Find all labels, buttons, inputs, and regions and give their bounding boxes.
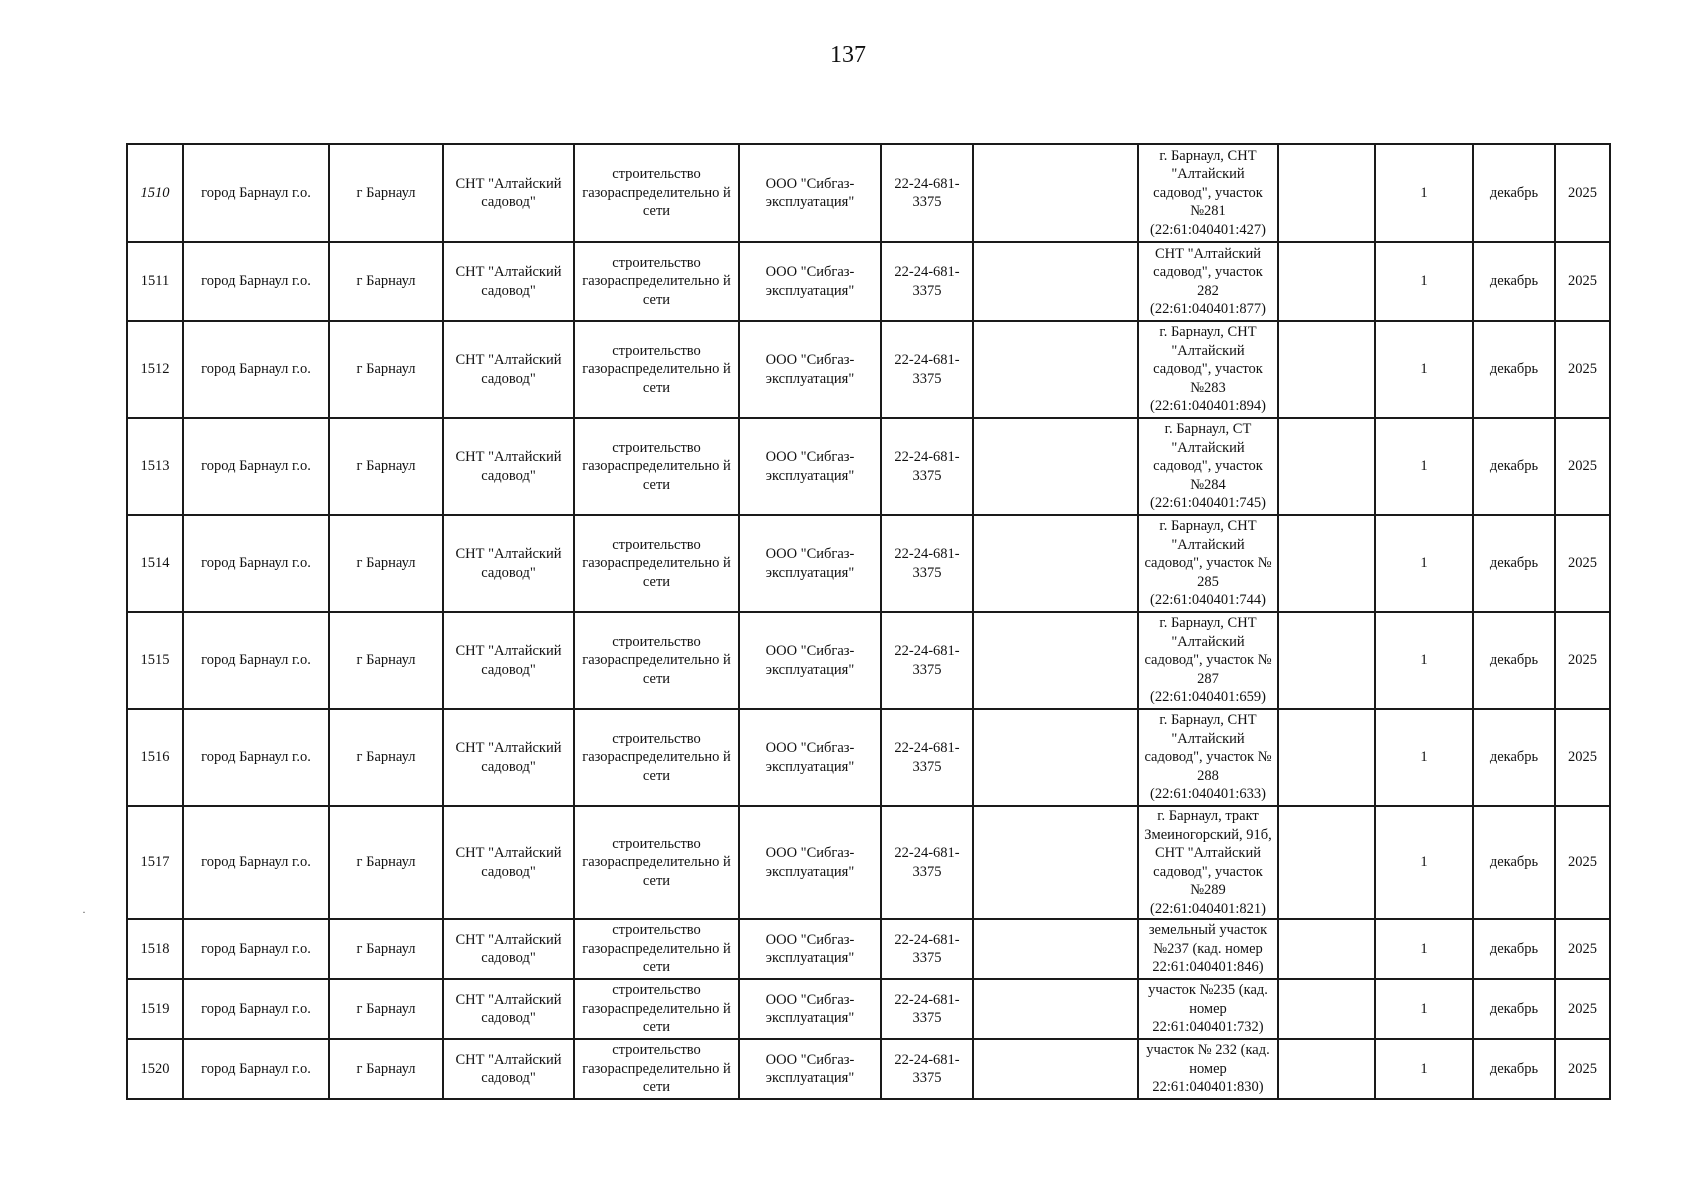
quantity-cell: 1 (1375, 242, 1473, 321)
quantity-cell: 1 (1375, 418, 1473, 515)
table-row (127, 418, 1610, 515)
empty-cell (973, 418, 1138, 515)
object-cell: СНТ "Алтайский садовод" (443, 321, 574, 418)
year-cell: 2025 (1555, 612, 1610, 709)
address-cell: г. Барнаул, СНТ "Алтайский садовод", участок №283 (22:61:040401:894) (1138, 321, 1278, 418)
registry-rows (127, 144, 1610, 1099)
empty-cell (1278, 144, 1375, 242)
row-number: 1515 (127, 612, 183, 709)
month-cell: декабрь (1473, 321, 1555, 418)
company-cell: ООО "Сибгаз-эксплуатация" (739, 919, 881, 979)
table-row (127, 612, 1610, 709)
object-cell: СНТ "Алтайский садовод" (443, 1039, 574, 1099)
row-number: 1511 (127, 242, 183, 321)
empty-cell (1278, 321, 1375, 418)
object-cell: СНТ "Алтайский садовод" (443, 515, 574, 612)
empty-cell (1278, 919, 1375, 979)
company-cell: ООО "Сибгаз-эксплуатация" (739, 612, 881, 709)
address-cell: г. Барнаул, СНТ "Алтайский садовод", участок № 287 (22:61:040401:659) (1138, 612, 1278, 709)
address-cell: г. Барнаул, СНТ "Алтайский садовод", участок №281 (22:61:040401:427) (1138, 144, 1278, 242)
object-cell: СНТ "Алтайский садовод" (443, 612, 574, 709)
address-cell: земельный участок №237 (кад. номер 22:61:040401:846) (1138, 919, 1278, 979)
settlement-cell: г Барнаул (329, 1039, 443, 1099)
table-row (127, 806, 1610, 919)
empty-cell (973, 515, 1138, 612)
row-number: 1513 (127, 418, 183, 515)
registration-number-cell: 22-24-681-3375 (881, 979, 973, 1039)
settlement-cell: г Барнаул (329, 612, 443, 709)
year-cell: 2025 (1555, 806, 1610, 919)
month-cell: декабрь (1473, 1039, 1555, 1099)
year-cell: 2025 (1555, 919, 1610, 979)
municipality-cell: город Барнаул г.о. (183, 612, 329, 709)
empty-cell (1278, 979, 1375, 1039)
month-cell: декабрь (1473, 919, 1555, 979)
row-number: 1512 (127, 321, 183, 418)
object-cell: СНТ "Алтайский садовод" (443, 709, 574, 806)
table-row (127, 979, 1610, 1039)
year-cell: 2025 (1555, 321, 1610, 418)
registration-number-cell: 22-24-681-3375 (881, 919, 973, 979)
municipality-cell: город Барнаул г.о. (183, 242, 329, 321)
company-cell: ООО "Сибгаз-эксплуатация" (739, 979, 881, 1039)
work-type-cell: строительство газораспределительно й сети (574, 612, 739, 709)
month-cell: декабрь (1473, 806, 1555, 919)
municipality-cell: город Барнаул г.о. (183, 806, 329, 919)
month-cell: декабрь (1473, 515, 1555, 612)
month-cell: декабрь (1473, 144, 1555, 242)
quantity-cell: 1 (1375, 709, 1473, 806)
settlement-cell: г Барнаул (329, 979, 443, 1039)
address-cell: г. Барнаул, СНТ "Алтайский садовод", участок № 285 (22:61:040401:744) (1138, 515, 1278, 612)
registration-number-cell: 22-24-681-3375 (881, 321, 973, 418)
settlement-cell: г Барнаул (329, 418, 443, 515)
month-cell: декабрь (1473, 418, 1555, 515)
month-cell: декабрь (1473, 612, 1555, 709)
municipality-cell: город Барнаул г.о. (183, 321, 329, 418)
object-cell: СНТ "Алтайский садовод" (443, 919, 574, 979)
company-cell: ООО "Сибгаз-эксплуатация" (739, 321, 881, 418)
object-cell: СНТ "Алтайский садовод" (443, 242, 574, 321)
empty-cell (973, 1039, 1138, 1099)
empty-cell (973, 242, 1138, 321)
company-cell: ООО "Сибгаз-эксплуатация" (739, 709, 881, 806)
work-type-cell: строительство газораспределительно й сети (574, 1039, 739, 1099)
row-number: 1517 (127, 806, 183, 919)
empty-cell (1278, 515, 1375, 612)
settlement-cell: г Барнаул (329, 806, 443, 919)
object-cell: СНТ "Алтайский садовод" (443, 144, 574, 242)
work-type-cell: строительство газораспределительно й сети (574, 919, 739, 979)
year-cell: 2025 (1555, 979, 1610, 1039)
empty-cell (1278, 242, 1375, 321)
empty-cell (973, 919, 1138, 979)
work-type-cell: строительство газораспределительно й сети (574, 242, 739, 321)
empty-cell (973, 979, 1138, 1039)
year-cell: 2025 (1555, 418, 1610, 515)
empty-cell (973, 612, 1138, 709)
municipality-cell: город Барнаул г.о. (183, 979, 329, 1039)
municipality-cell: город Барнаул г.о. (183, 709, 329, 806)
row-number: 1519 (127, 979, 183, 1039)
year-cell: 2025 (1555, 709, 1610, 806)
address-cell: участок № 232 (кад. номер 22:61:040401:830) (1138, 1039, 1278, 1099)
work-type-cell: строительство газораспределительно й сети (574, 515, 739, 612)
registration-number-cell: 22-24-681-3375 (881, 1039, 973, 1099)
empty-cell (1278, 1039, 1375, 1099)
quantity-cell: 1 (1375, 144, 1473, 242)
municipality-cell: город Барнаул г.о. (183, 515, 329, 612)
table-row (127, 919, 1610, 979)
registration-number-cell: 22-24-681-3375 (881, 242, 973, 321)
registration-number-cell: 22-24-681-3375 (881, 144, 973, 242)
empty-cell (1278, 806, 1375, 919)
registry-table (126, 143, 1611, 1100)
settlement-cell: г Барнаул (329, 242, 443, 321)
table-row (127, 321, 1610, 418)
quantity-cell: 1 (1375, 979, 1473, 1039)
object-cell: СНТ "Алтайский садовод" (443, 979, 574, 1039)
address-cell: г. Барнаул, СНТ "Алтайский садовод", участок № 288 (22:61:040401:633) (1138, 709, 1278, 806)
work-type-cell: строительство газораспределительно й сети (574, 321, 739, 418)
object-cell: СНТ "Алтайский садовод" (443, 806, 574, 919)
row-number: 1516 (127, 709, 183, 806)
year-cell: 2025 (1555, 515, 1610, 612)
company-cell: ООО "Сибгаз-эксплуатация" (739, 515, 881, 612)
registration-number-cell: 22-24-681-3375 (881, 709, 973, 806)
table-row (127, 515, 1610, 612)
quantity-cell: 1 (1375, 919, 1473, 979)
empty-cell (973, 709, 1138, 806)
empty-cell (1278, 709, 1375, 806)
settlement-cell: г Барнаул (329, 144, 443, 242)
empty-cell (973, 144, 1138, 242)
quantity-cell: 1 (1375, 515, 1473, 612)
empty-cell (1278, 418, 1375, 515)
quantity-cell: 1 (1375, 806, 1473, 919)
year-cell: 2025 (1555, 144, 1610, 242)
municipality-cell: город Барнаул г.о. (183, 919, 329, 979)
registration-number-cell: 22-24-681-3375 (881, 418, 973, 515)
settlement-cell: г Барнаул (329, 919, 443, 979)
address-cell: участок №235 (кад. номер 22:61:040401:732) (1138, 979, 1278, 1039)
municipality-cell: город Барнаул г.о. (183, 1039, 329, 1099)
registration-number-cell: 22-24-681-3375 (881, 515, 973, 612)
work-type-cell: строительство газораспределительно й сети (574, 979, 739, 1039)
quantity-cell: 1 (1375, 612, 1473, 709)
address-cell: г. Барнаул, тракт Змеиногорский, 91б, СНТ "Алтайский садовод", участок №289 (22:61:040401:821) (1138, 806, 1278, 919)
company-cell: ООО "Сибгаз-эксплуатация" (739, 1039, 881, 1099)
company-cell: ООО "Сибгаз-эксплуатация" (739, 806, 881, 919)
quantity-cell: 1 (1375, 321, 1473, 418)
company-cell: ООО "Сибгаз-эксплуатация" (739, 418, 881, 515)
month-cell: декабрь (1473, 242, 1555, 321)
work-type-cell: строительство газораспределительно й сети (574, 806, 739, 919)
row-number: 1518 (127, 919, 183, 979)
month-cell: декабрь (1473, 709, 1555, 806)
company-cell: ООО "Сибгаз-эксплуатация" (739, 144, 881, 242)
table-row (127, 709, 1610, 806)
address-cell: СНТ "Алтайский садовод", участок 282 (22:61:040401:877) (1138, 242, 1278, 321)
registration-number-cell: 22-24-681-3375 (881, 806, 973, 919)
work-type-cell: строительство газораспределительно й сети (574, 709, 739, 806)
settlement-cell: г Барнаул (329, 709, 443, 806)
address-cell: г. Барнаул, СТ "Алтайский садовод", участок №284 (22:61:040401:745) (1138, 418, 1278, 515)
settlement-cell: г Барнаул (329, 321, 443, 418)
row-number: 1510 (127, 144, 183, 242)
work-type-cell: строительство газораспределительно й сети (574, 418, 739, 515)
municipality-cell: город Барнаул г.о. (183, 144, 329, 242)
table-row (127, 1039, 1610, 1099)
row-number: 1520 (127, 1039, 183, 1099)
company-cell: ООО "Сибгаз-эксплуатация" (739, 242, 881, 321)
year-cell: 2025 (1555, 242, 1610, 321)
table-row (127, 144, 1610, 242)
municipality-cell: город Барнаул г.о. (183, 418, 329, 515)
work-type-cell: строительство газораспределительно й сети (574, 144, 739, 242)
registration-number-cell: 22-24-681-3375 (881, 612, 973, 709)
empty-cell (973, 806, 1138, 919)
empty-cell (1278, 612, 1375, 709)
year-cell: 2025 (1555, 1039, 1610, 1099)
month-cell: декабрь (1473, 979, 1555, 1039)
empty-cell (973, 321, 1138, 418)
settlement-cell: г Барнаул (329, 515, 443, 612)
object-cell: СНТ "Алтайский садовод" (443, 418, 574, 515)
row-number: 1514 (127, 515, 183, 612)
table-row (127, 242, 1610, 321)
scan-marks: · (82, 905, 86, 919)
page-number: 137 (830, 42, 866, 68)
quantity-cell: 1 (1375, 1039, 1473, 1099)
